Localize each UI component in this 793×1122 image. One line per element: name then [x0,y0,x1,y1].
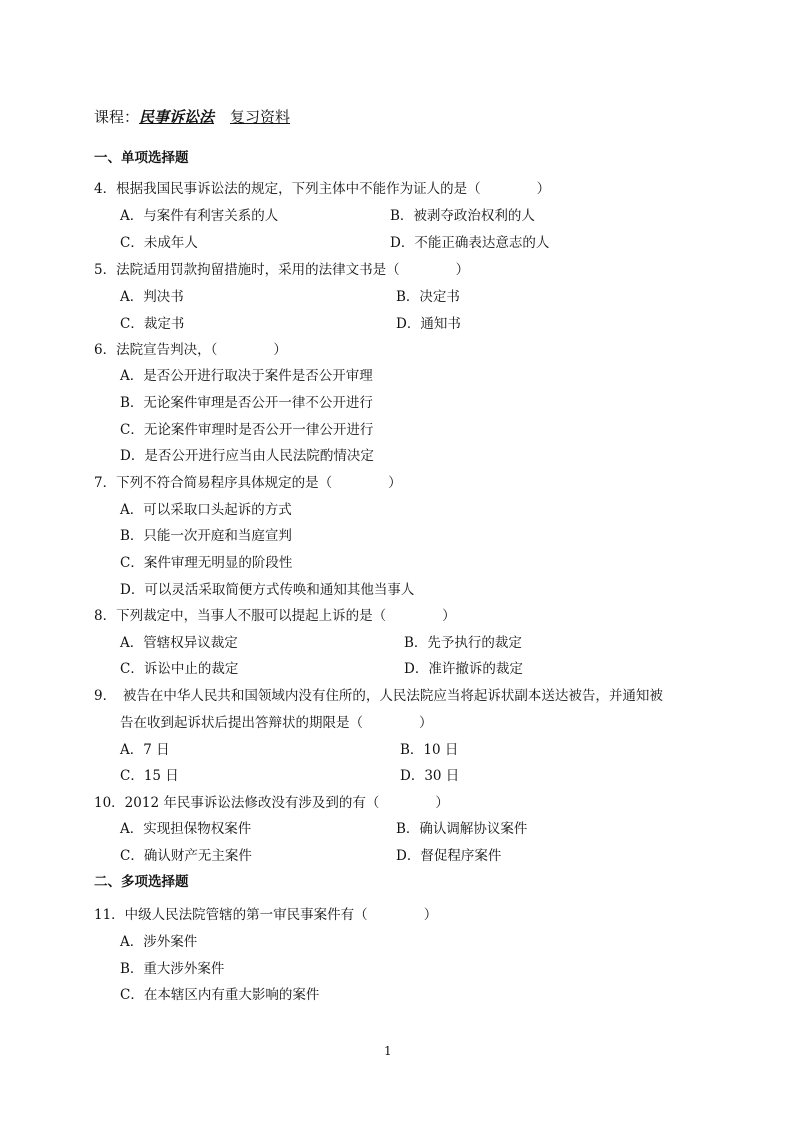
q5-option-b: B．决定书 [396,289,460,305]
q10-option-b: B．确认调解协议案件 [396,821,528,837]
q6-option-c: C．无论案件审理时是否公开一律公开进行 [120,422,374,438]
question-4: 4．根据我国民事诉讼法的规定，下列主体中不能作为证人的是（ ） [94,181,551,197]
q5-option-c: C．裁定书 [120,316,185,332]
page-number: 1 [384,1044,392,1058]
question-9-continued: 告在收到起诉状后提出答辩状的期限是（ ） [120,715,433,731]
q6-option-d: D．是否公开进行应当由人民法院酌情决定 [120,448,374,464]
question-8: 8．下列裁定中，当事人不服可以提起上诉的是（ ） [94,608,456,624]
q7-option-c: C．案件审理无明显的阶段性 [120,555,293,571]
q9-option-b: B．10 日 [400,742,459,758]
q9-option-a: A．7 日 [120,742,170,758]
q7-option-a: A．可以采取口头起诉的方式 [120,502,292,518]
q10-option-d: D．督促程序案件 [396,848,502,864]
q10-option-a: A．实现担保物权案件 [120,821,252,837]
question-11: 11．中级人民法院管辖的第一审民事案件有（ ） [94,907,438,923]
q4-option-c: C．未成年人 [120,235,198,251]
question-10: 10．2012 年民事诉讼法修改没有涉及到的有（ ） [94,795,449,811]
q11-option-c: C．在本辖区内有重大影响的案件 [120,987,320,1003]
q11-option-a: A．涉外案件 [120,934,198,950]
section-multiple-choice: 二、多项选择题 [94,874,189,890]
question-7: 7．下列不符合简易程序具体规定的是（ ） [94,475,402,491]
title-prefix: 课程： [94,108,140,126]
page-title [94,106,290,127]
q8-option-b: B．先予执行的裁定 [404,635,522,651]
q4-option-b: B．被剥夺政治权利的人 [390,208,535,224]
q4-option-d: D．不能正确表达意志的人 [390,235,550,251]
q7-option-d: D．可以灵活采取简便方式传唤和通知其他当事人 [120,582,415,598]
section-single-choice: 一、单项选择题 [94,150,189,166]
question-9: 9． 被告在中华人民共和国领域内没有住所的，人民法院应当将起诉状副本送达被告，并通知被 [94,688,663,704]
q4-option-a: A．与案件有利害关系的人 [120,208,279,224]
q8-option-d: D．准许撤诉的裁定 [404,661,523,677]
q5-option-d: D．通知书 [396,316,461,332]
question-6: 6．法院宣告判决，（ ） [94,342,287,358]
course-name: 民事诉讼法 [139,108,215,126]
q5-option-a: A．判决书 [120,289,184,305]
q8-option-a: A．管辖权异议裁定 [120,635,238,651]
q6-option-b: B．无论案件审理是否公开一律不公开进行 [120,395,373,411]
q10-option-c: C．确认财产无主案件 [120,848,252,864]
question-5: 5．法院适用罚款拘留措施时，采用的法律文书是（ ） [94,262,470,278]
q9-option-c: C．15 日 [120,768,179,784]
q8-option-c: C．诉讼中止的裁定 [120,661,239,677]
q11-option-b: B．重大涉外案件 [120,961,225,977]
material-label: 复习资料 [230,108,291,126]
q6-option-a: A．是否公开进行取决于案件是否公开审理 [120,368,373,384]
q9-option-d: D．30 日 [400,768,460,784]
q7-option-b: B．只能一次开庭和当庭宣判 [120,528,292,544]
